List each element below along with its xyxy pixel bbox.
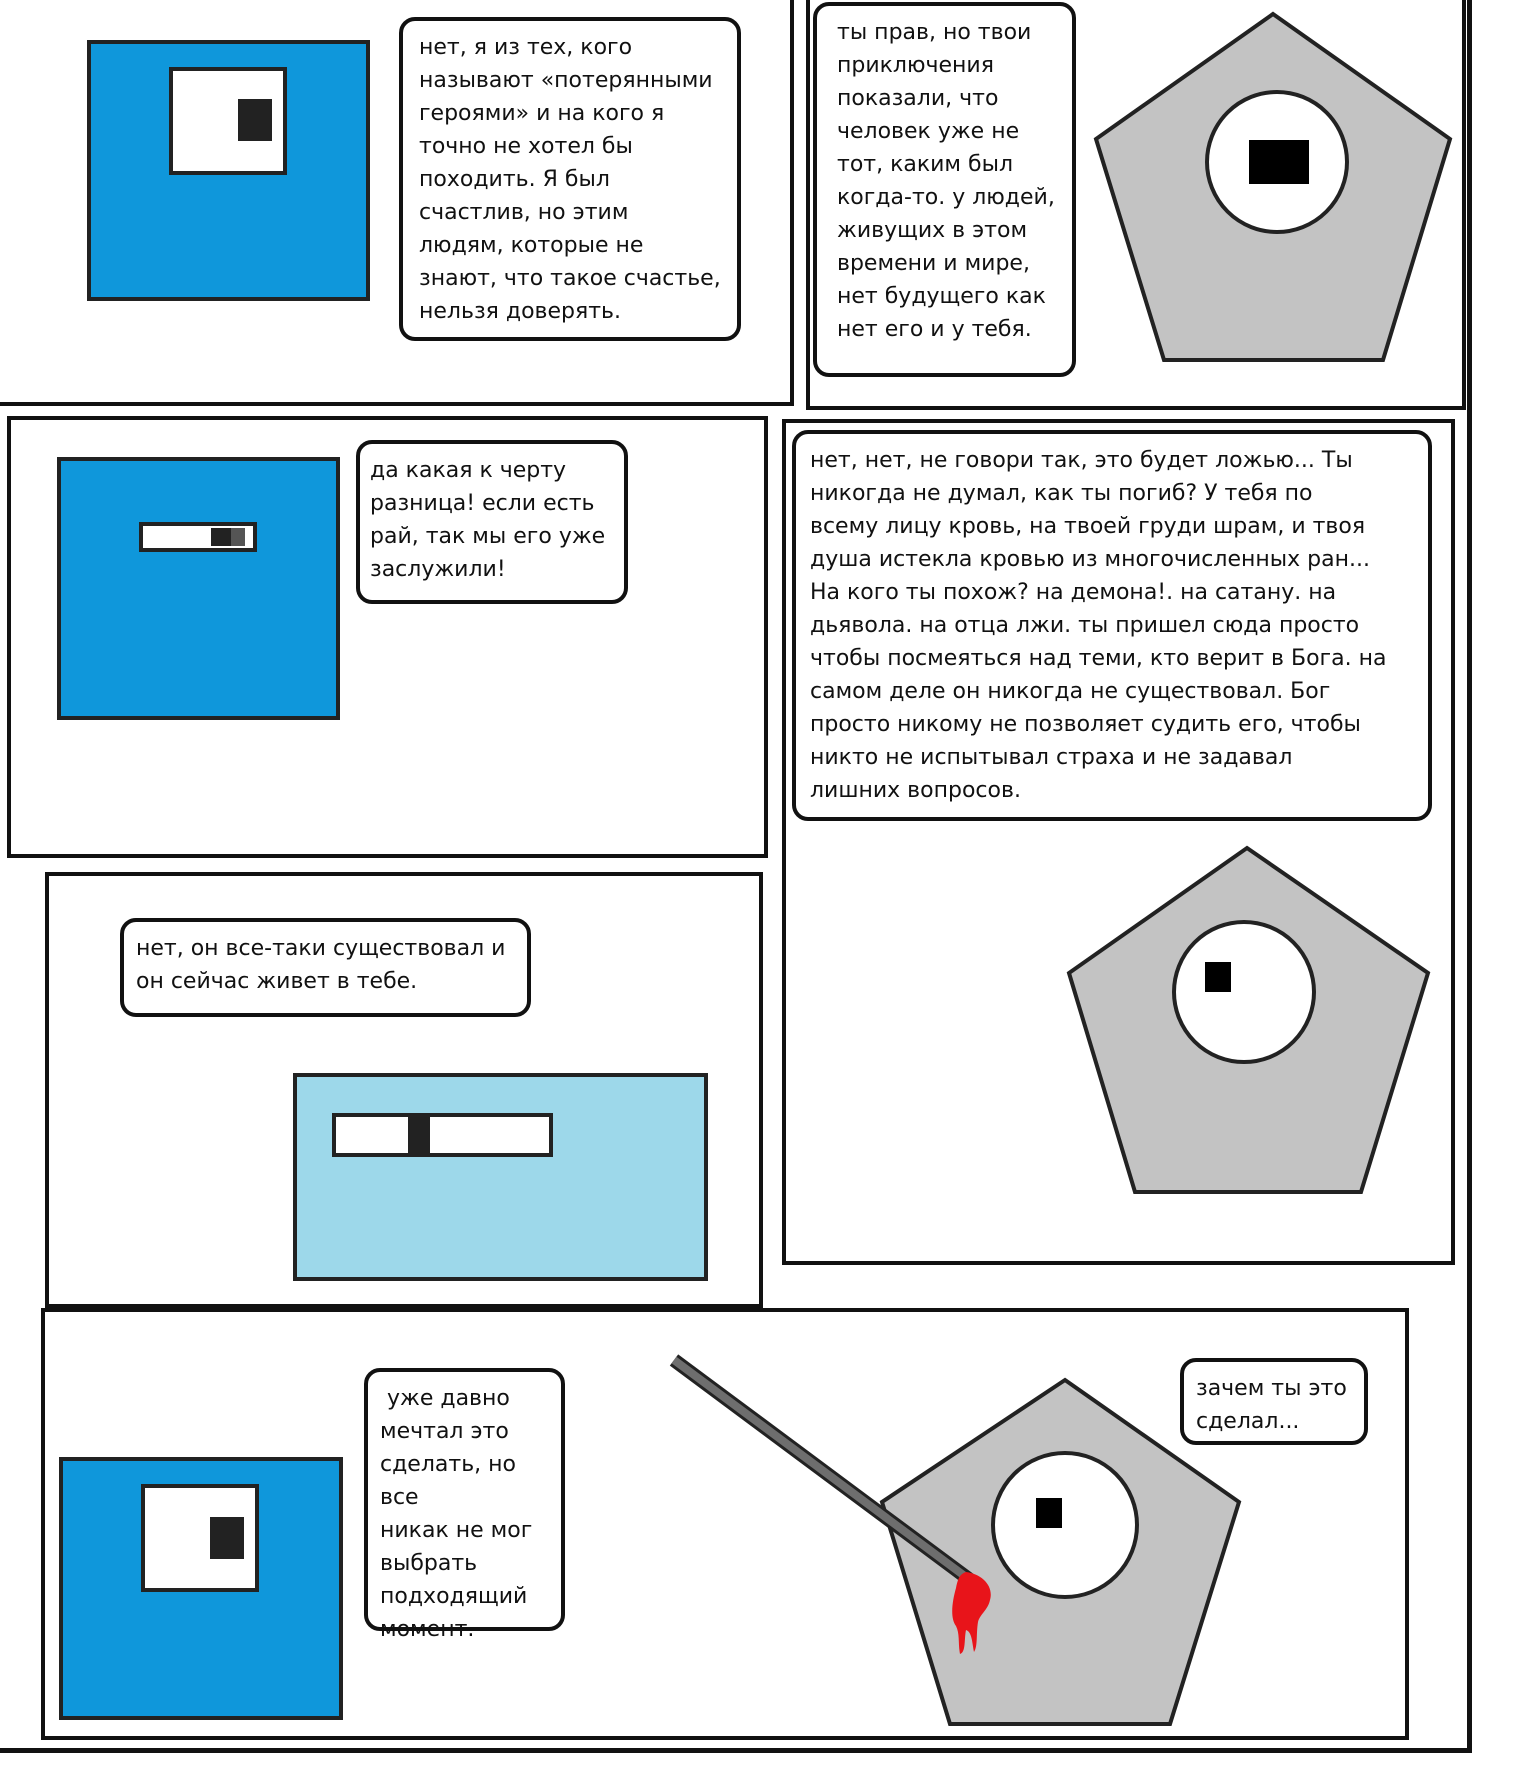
speech-bubble-4: нет, нет, не говори так, это будет ложью... Ты никогда не думал, как ты погиб? У тебя по всему лицу кровь, на твоей груди шрам, и твоя душа истекла кровью из многочисленных ран... На кого ты похож? на демона!. на сатану. на дьявола. на отца лжи. ты пришел сюда просто чтобы посмеяться над теми, кто верит в Бога. на самом деле он никогда не существовал. Бог просто никому не позволяет судить его, чтобы никто не испытывал страха и не задавал лишних вопросов. <box>792 430 1432 821</box>
pentagon-character-wounded <box>660 1352 1240 1732</box>
pentagon-eye <box>993 1453 1137 1597</box>
pentagon-pupil <box>1249 140 1309 184</box>
pentagon-character-1 <box>1092 12 1452 362</box>
square-eye <box>141 1484 259 1592</box>
rectangle-pupil <box>408 1117 430 1153</box>
speech-bubble-5: нет, он все-таки существовал и он сейчас живет в тебе. <box>120 918 531 1017</box>
light-blue-rectangle-character <box>293 1073 708 1281</box>
square-pupil-shadow <box>231 528 245 546</box>
page-frame-bottom <box>0 1748 1472 1753</box>
speech-bubble-1: нет, я из тех, кого называют «потерянными героями» и на кого я точно не хотел бы походить. Я был счастлив, но этим людям, которые не знают, что такое счастье, нельзя доверять. <box>399 17 741 341</box>
blue-square-character <box>59 1457 343 1720</box>
pentagon-character-2 <box>1066 846 1431 1196</box>
blue-square-character <box>87 40 370 301</box>
speech-bubble-3: да какая к черту разница! если есть рай, так мы его уже заслужили! <box>356 440 628 604</box>
square-pupil <box>210 1517 244 1559</box>
square-eye <box>169 67 287 175</box>
rectangle-eye <box>332 1113 553 1157</box>
pentagon-pupil <box>1205 962 1231 992</box>
square-eye-squint <box>139 522 257 552</box>
speech-bubble-6: уже давно мечтал это сделать, но все никак не мог выбрать подходящий момент. <box>364 1368 565 1631</box>
square-pupil <box>211 528 231 546</box>
pentagon-pupil <box>1036 1498 1062 1528</box>
page-frame-right <box>1467 0 1472 1752</box>
speech-bubble-2: ты прав, но твои приключения показали, что человек уже не тот, каким был когда-то. у людей, живущих в этом времени и мире, нет будущего как нет его и у тебя. <box>813 2 1076 377</box>
spear-stick-fill <box>674 1360 970 1580</box>
speech-bubble-7: зачем ты это сделал... <box>1180 1358 1368 1445</box>
pentagon-eye <box>1174 922 1314 1062</box>
square-pupil <box>238 99 272 141</box>
blue-square-character <box>57 457 340 720</box>
